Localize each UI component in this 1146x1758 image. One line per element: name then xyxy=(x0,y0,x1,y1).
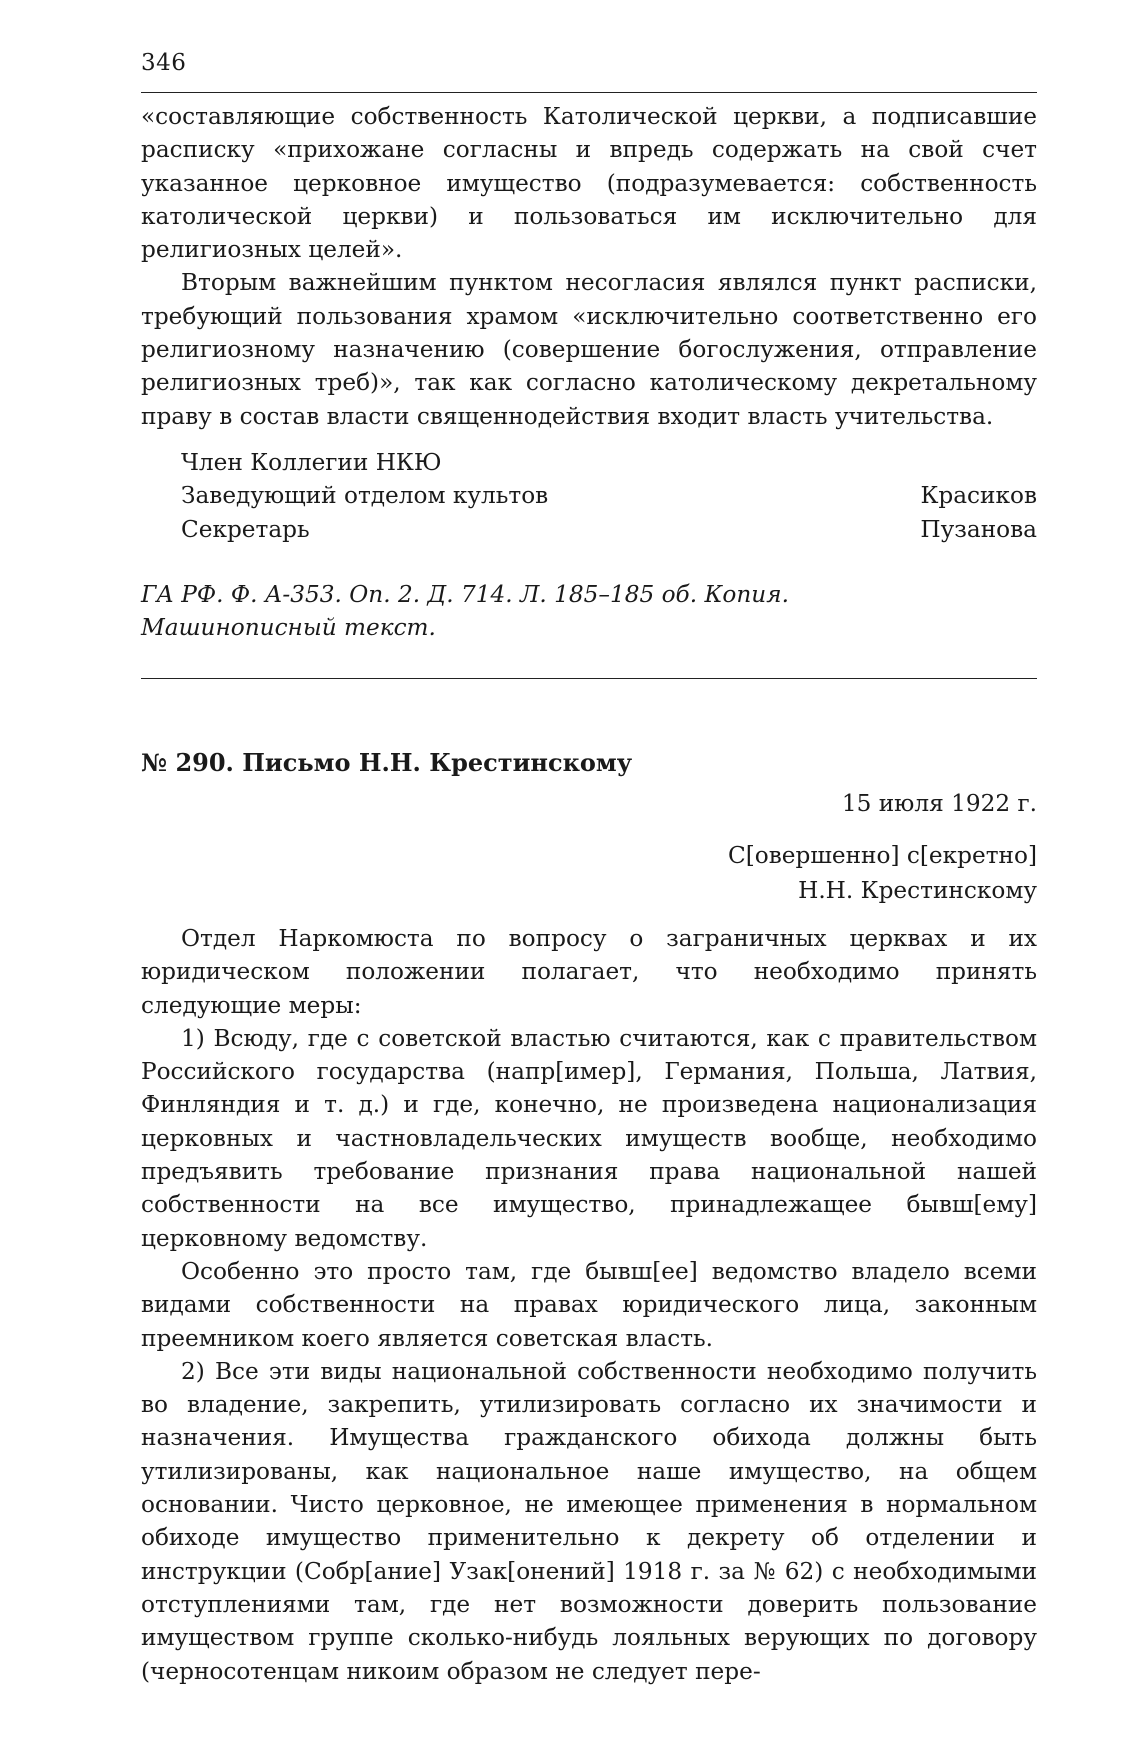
signature-name: Пузанова xyxy=(920,515,1037,543)
document-page xyxy=(141,0,1037,1758)
classification-mark: С[овершенно] с[екретно] xyxy=(727,842,1037,869)
signature-title: Член Коллегии НКЮ xyxy=(181,449,442,476)
addressee-block xyxy=(728,838,1037,908)
signature-row xyxy=(181,446,1037,479)
signature-title: Заведующий отделом культов xyxy=(181,482,549,510)
paragraph: Вторым важнейшим пунктом несогласия являлся пункт расписки, требующий пользования храмом «исключительно соответственно его религиозному назначению (совершение богослужения, отправление религиозных треб)», так как согласно католическому декретальному праву в состав власти священнодействия входит власть учительства. xyxy=(141,269,1037,430)
paragraph: «составляющие собственность Католической церкви, а подписавшие расписку «прихожане согласны и впредь содержать на свой счет указанное церковное имущество (подразумевается: собственность католической церкви) и пользоваться им исключительно для религиозных целей». xyxy=(141,103,1037,264)
source-line: ГА РФ. Ф. А-353. Оп. 2. Д. 714. Л. 185–185 об. Копия. xyxy=(141,581,789,608)
signature-title: Секретарь xyxy=(181,515,310,543)
header-rule xyxy=(141,92,1037,93)
signature-row xyxy=(181,479,1037,512)
continuation-text xyxy=(141,100,1037,433)
page-number: 346 xyxy=(141,50,187,76)
source-line: Машинописный текст. xyxy=(141,614,436,642)
paragraph: 1) Всюду, где с советской властью считаются, как с правительством Российского государства (напр[имер], Германия, Польша, Латвия, Финляндия и т. д.) и где, конечно, не произведена национализация церковных и частновладельческих имуществ вообще, необходимо предъявить требование признания права национальной нашей собственности на все имущество, принадлежащее бывш[ему] церковному ведомству. xyxy=(141,1024,1037,1252)
signature-name: Красиков xyxy=(920,482,1037,510)
document-date: 15 июля 1922 г. xyxy=(841,790,1037,817)
paragraph: Отдел Наркомюста по вопросу о заграничных церквах и их юридическом положении полагает, что необходимо принять следующие меры: xyxy=(141,925,1037,1019)
addressee: Н.Н. Крестинскому xyxy=(798,877,1037,904)
signature-block xyxy=(181,446,1037,546)
document-body xyxy=(141,922,1037,1688)
paragraph: Особенно это просто там, где бывш[ее] ведомство владело всеми видами собственности на правах юридического лица, законным преемником коего является советская власть. xyxy=(141,1257,1037,1352)
archival-source xyxy=(141,578,1037,645)
document-heading: № 290. Письмо Н.Н. Крестинскому xyxy=(141,748,633,777)
paragraph: 2) Все эти виды национальной собственности необходимо получить во владение, закрепить, утилизировать согласно их значимости и назначения. Имущества гражданского обихода должны быть утилизированы, как национальное наше имущество, на общем основании. Чисто церковное, не имеющее применения в нормальном обиходе имущество применительно к декрету об отделении и инструкции (Собр[ание] Узак[онений] 1918 г. за № 62) с необходимыми отступлениями там, где нет возможности доверить пользование имуществом группе сколько-нибудь лояльных верующих по договору (черносотенцам никоим образом не следует пере- xyxy=(141,1357,1037,1685)
signature-row xyxy=(181,513,1037,546)
section-divider xyxy=(141,678,1037,679)
